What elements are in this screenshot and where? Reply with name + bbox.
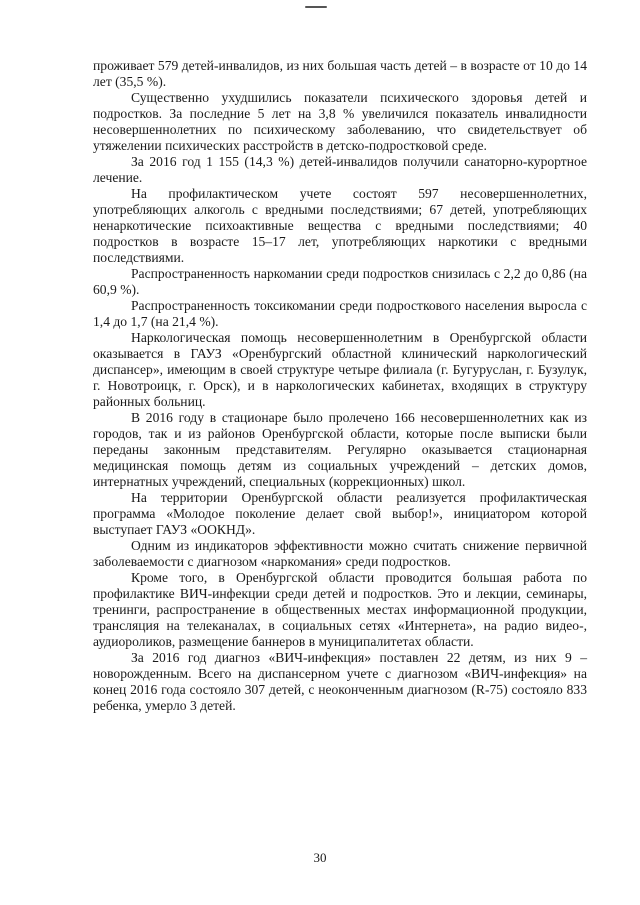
paragraph-toxicomania-prevalence: Распространенность токсикомании среди подросткового населения выросла с 1,4 до 1,7 (на 21,4 %).: [93, 298, 587, 329]
paragraph-mental-health: Существенно ухудшились показатели психического здоровья детей и подростков. За последние 5 лет на 3,8 % увеличился показатель инвалидности несовершеннолетних по психическому заболеванию, что свидетельствует об утяжелении психических расстройств в детско-подростковой среде.: [93, 90, 587, 153]
paragraph-hiv-statistics: За 2016 год диагноз «ВИЧ-инфекция» поставлен 22 детям, из них 9 – новорожденным. Всего на диспансерном учете с диагнозом «ВИЧ-инфекция» на конец 2016 года состояло 307 детей, с неоконченным диагнозом (R-75) состояло 833 ребенка, умерло 3 детей.: [93, 650, 587, 713]
scan-mark: [305, 6, 327, 8]
paragraph-narcomania-prevalence: Распространенность наркомании среди подростков снизилась с 2,2 до 0,86 (на 60,9 %).: [93, 266, 587, 297]
paragraph-program: На территории Оренбургской области реализуется профилактическая программа «Молодое поколение делает свой выбор!», инициатором которой выступает ГАУЗ «ООКНД».: [93, 490, 587, 537]
paragraph-prevention-registry: На профилактическом учете состоят 597 несовершеннолетних, употребляющих алкоголь с вредными последствиями; 67 детей, употребляющих ненаркотические психоактивные вещества с вредными последствиями; 40 подростков в возрасте 15–17 лет, употребляющих наркотики с вредными последствиями.: [93, 186, 587, 265]
paragraph-continuation: проживает 579 детей-инвалидов, из них большая часть детей – в возрасте от 10 до 14 лет (35,5 %).: [93, 58, 587, 89]
paragraph-sanatorium: За 2016 год 1 155 (14,3 %) детей-инвалидов получили санаторно-курортное лечение.: [93, 154, 587, 185]
paragraph-narcological-help: Наркологическая помощь несовершеннолетним в Оренбургской области оказывается в ГАУЗ «Оренбургский областной клинический наркологический диспансер», имеющим в своей структуре четыре филиала (г. Бугуруслан, г. Бузулук, г. Новотроицк, г. Орск), и в наркологических кабинетах, входящих в структуру районных больниц.: [93, 330, 587, 409]
body-text: [93, 58, 587, 714]
page-number: 30: [313, 850, 327, 865]
paragraph-indicators: Одним из индикаторов эффективности можно считать снижение первичной заболеваемости с диагнозом «наркомания» среди подростков.: [93, 538, 587, 569]
paragraph-hiv-prevention: Кроме того, в Оренбургской области проводится большая работа по профилактике ВИЧ-инфекции среди детей и подростков. Это и лекции, семинары, тренинги, распространение в общественных местах информационной продукции, трансляция на телеканалах, в социальных сетях «Интернета», на радио видео-, аудиороликов, размещение баннеров в муниципалитетах области.: [93, 570, 587, 649]
paragraph-inpatient: В 2016 году в стационаре было пролечено 166 несовершеннолетних как из городов, так и из районов Оренбургской области, которые после выписки были переданы законным представителям. Регулярно оказывается стационарная медицинская помощь детям из социальных учреждений – детских домов, интернатных учреждений, специальных (коррекционных) школ.: [93, 410, 587, 489]
